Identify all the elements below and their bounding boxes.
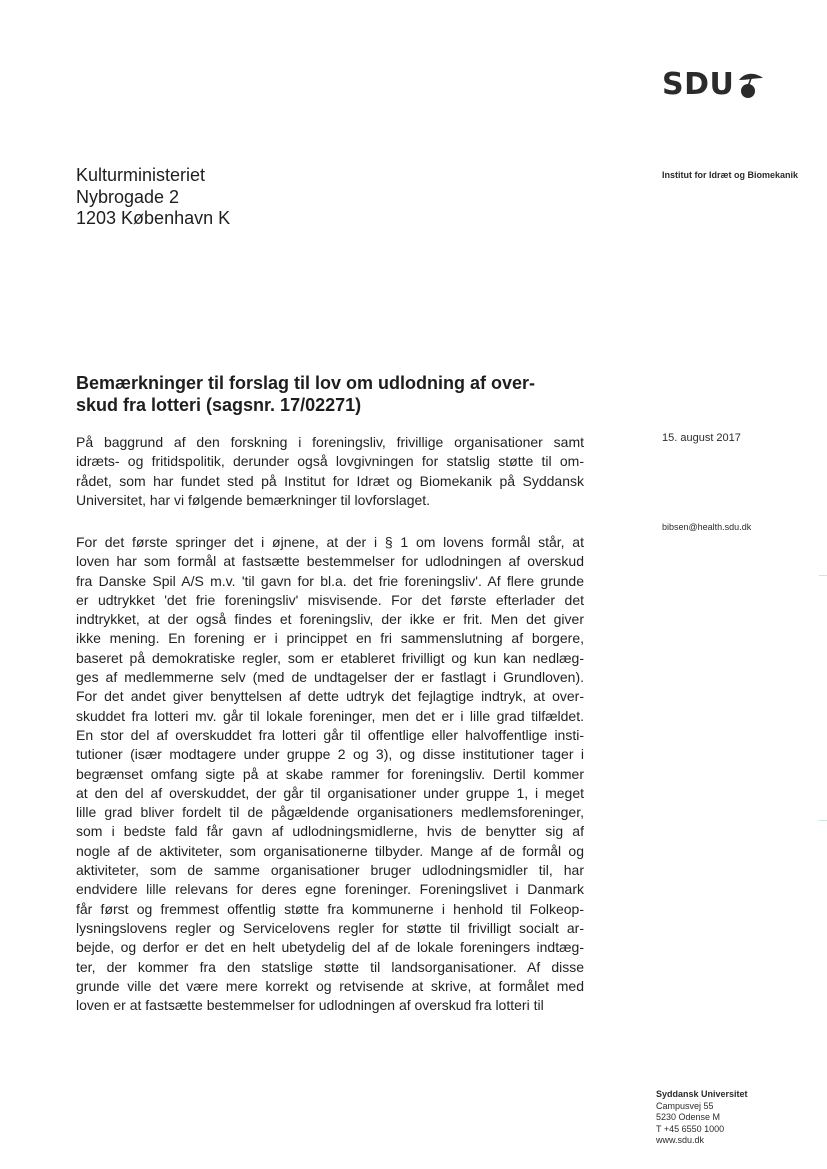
text-line: endvidere lille relevans for deres egne foreninger. Foreningslivet i Danmark — [76, 881, 584, 898]
text-line: indtrykket, at der også findes et foreningsliv, der ikke er frit. Men det giver — [76, 611, 584, 628]
text-line: En stor del af overskuddet fra lotteri går til offentlige eller halvoffentlige insti- — [76, 726, 584, 743]
text-line: ikke mening. En forening er i princippet en fri sammenslutning af borgere, — [76, 630, 584, 647]
text-line: skuddet fra lotteri mv. går til lokale foreninger, men det er i lille grad tilfældet. — [76, 707, 584, 724]
footer-address — [656, 1089, 748, 1147]
subject-line: skud fra lotteri (sagsnr. 17/02271) — [76, 395, 362, 415]
recipient-line: Kulturministeriet — [76, 165, 206, 185]
text-line: baseret på demokratiske regler, som er etableret frivilligt og kun kan nedlæg- — [76, 649, 584, 666]
text-line: grunde ville det være mere korrekt og retvisende at skrive, at formålet med — [76, 977, 584, 994]
footer-city: 5230 Odense M — [656, 1112, 721, 1122]
letter-date: 15. august 2017 — [662, 432, 741, 444]
sender-email: bibsen@health.sdu.dk — [662, 522, 752, 532]
text-line: For det første springer det i øjnene, at der i § 1 om lovens formål står, at — [76, 534, 584, 550]
footer-organization: Syddansk Universitet — [656, 1089, 748, 1099]
text-line: Universitet, har vi følgende bemærkninger til lovforslaget. — [76, 491, 431, 508]
subject-line: Bemærkninger til forslag til lov om udlodning af over- — [76, 373, 536, 393]
text-line: tutioner (især modtagere under gruppe 2 og 3), og disse institutioner tager i — [76, 746, 584, 763]
text-line: På baggrund af den forskning i foreningsliv, frivillige organisationer samt — [76, 434, 584, 450]
text-line: idræts- og fritidspolitik, derunder også lovgivningen for statslig støtte til om- — [76, 453, 584, 470]
footer-street: Campusvej 55 — [656, 1100, 714, 1111]
text-line: lille grad bliver fordelt til de pågældende organisationers medlemsforeninger, — [76, 804, 584, 821]
footer-web: www.sdu.dk — [656, 1135, 705, 1145]
subject-heading — [76, 372, 596, 416]
text-line: rådet, som har fundet sted på Institut for Idræt og Biomekanik på Syddansk — [76, 472, 584, 489]
scan-edge-mark — [819, 575, 827, 576]
text-line: er udtrykket 'det frie foreningsliv' misvisende. For det første efterlader det — [76, 591, 584, 608]
text-line: aktiviteter, som de samme organisationer bruger udlodningsmidler til, har — [76, 862, 584, 879]
recipient-line: 1203 København K — [76, 208, 231, 228]
text-line: begrænset omfang sigte på at skabe rammer for foreningsliv. Dertil kommer — [76, 765, 584, 782]
text-line: loven har som formål at fastsætte bestemmelser for udlodningen af overskud — [76, 553, 584, 570]
text-line: nogle af de aktiviteter, som organisationerne tilbyder. Mange af de formål og — [76, 842, 584, 859]
text-line: ges af medlemmerne selv (med de undtagelser der er fastlagt i Grundloven). — [76, 669, 584, 686]
text-line: loven er at fastsætte bestemmelser for udlodningen af overskud fra lotteri til — [76, 997, 544, 1014]
sdu-logo — [662, 67, 765, 102]
text-line: bejde, og derfor er det en helt ubetydelig del af de lokale foreningers indtæg- — [76, 939, 584, 956]
text-line: får først og fremmest offentlig støtte fra kommunerne i henhold til Folkeop- — [76, 900, 584, 917]
recipient-line: Nybrogade 2 — [76, 186, 180, 207]
sdu-apple-leaf-icon — [737, 68, 765, 100]
text-line: For det andet giver benyttelsen af dette udtryk det fejlagtige indtryk, at over- — [76, 688, 584, 705]
logo-text: SDU — [662, 67, 735, 102]
text-line: ter, der kommer fra den statslige støtte til landsorganisationer. Af disse — [76, 958, 584, 975]
footer-phone: T +45 6550 1000 — [656, 1123, 725, 1134]
body-paragraph-1 — [76, 433, 584, 510]
text-line: lysningslovens regler og Servicelovens regler for støtte til frivilligt socialt ar- — [76, 919, 584, 936]
text-line: som i bedste fald får gavn af udlodningsmidlerne, hvis de benytter sig af — [76, 823, 584, 840]
recipient-address — [76, 165, 230, 230]
text-line: fra Danske Spil A/S m.v. 'til gavn for bl.a. det frie foreningsliv'. Af flere grunde — [76, 572, 584, 589]
text-line: at den del af overskuddet, der går til organisationer under gruppe 1, i meget — [76, 784, 584, 801]
scan-edge-mark — [819, 820, 827, 821]
sender-department: Institut for Idræt og Biomekanik — [662, 170, 799, 180]
body-paragraph-2 — [76, 533, 584, 1015]
